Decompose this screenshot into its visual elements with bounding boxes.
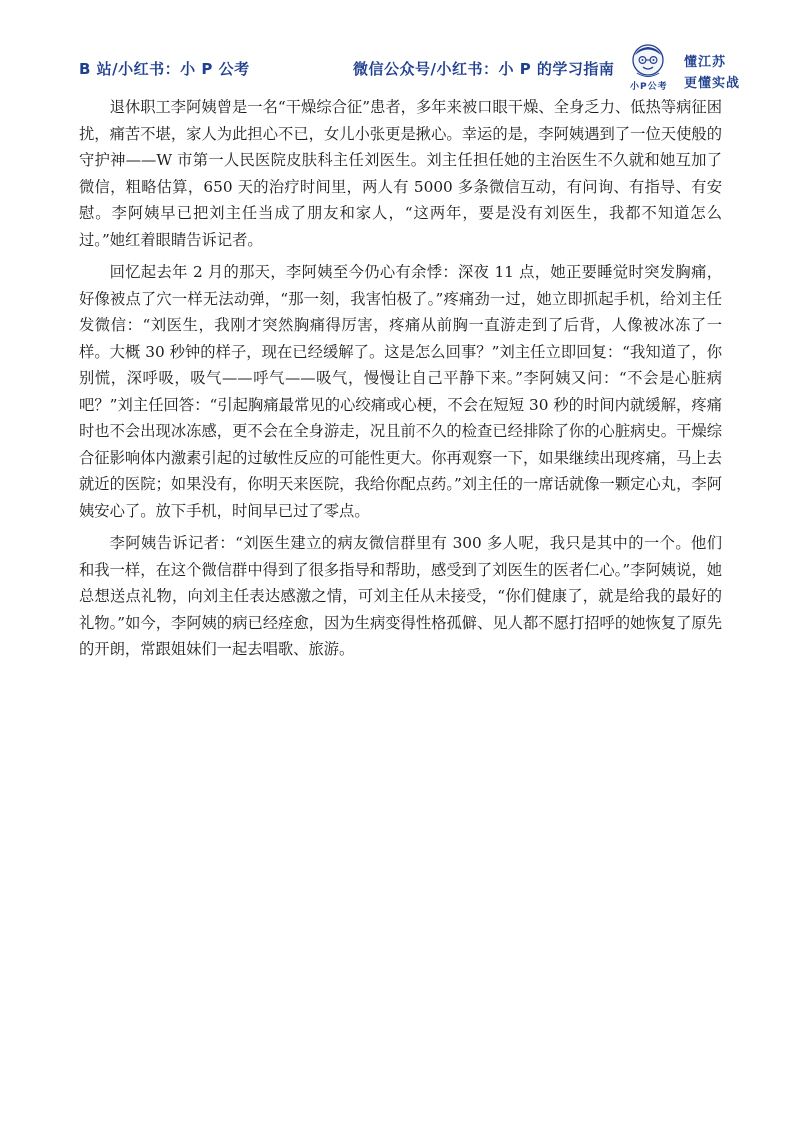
- page-header: [0, 0, 800, 96]
- cartoon-character-icon: [628, 42, 668, 82]
- paragraph-1: 退休职工李阿姨曾是一名“干燥综合征”患者，多年来被口眼干燥、全身乏力、低热等病征困扰，痛苦不堪，家人为此担心不已，女儿小张更是揪心。幸运的是，李阿姨遇到了一位天使般的守护神——W 市第一人民医院皮肤科主任刘医生。刘主任担任她的主治医生不久就和她互加了微信，粗略估算，650 天的治疗时间里，两人有 5000 多条微信互动，有问询、有指导、有安慰。李阿姨早已把刘主任当成了朋友和家人，“这两年，要是没有刘医生，我都不知道怎么过。”她红着眼睛告诉记者。: [79, 98, 722, 249]
- logo-brand-name: 小P公考: [630, 82, 668, 92]
- article-body: [79, 94, 722, 669]
- brand-logo: [628, 42, 756, 92]
- paragraph-2: 回忆起去年 2 月的那天，李阿姨至今仍心有余悸：深夜 11 点，她正要睡觉时突发胸痛，好像被点了穴一样无法动弹，“那一刻，我害怕极了。”疼痛劲一过，她立即抓起手机，给刘主任发微信：“刘医生，我刚才突然胸痛得厉害，疼痛从前胸一直游走到了后背，人像被冰冻了一样。大概 30 秒钟的样子，现在已经缓解了。这是怎么回事？”刘主任立即回复：“我知道了，你别慌，深呼吸，吸气——呼气——吸气，慢慢让自己平静下来。”李阿姨又问：“不会是心脏病吧？”刘主任回答：“引起胸痛最常见的心绞痛或心梗，不会在短短 30 秒的时间内就缓解，疼痛时也不会出现冰冻感，更不会在全身游走，况且前不久的检查已经排除了你的心脏病史。干燥综合征影响体内激素引起的过敏性反应的可能性更大。你再观察一下，如果继续出现疼痛，马上去就近的医院；如果没有，你明天来医院，我给你配点药。”刘主任的一席话就像一颗定心丸，李阿姨安心了。放下手机，时间早已过了零点。: [79, 263, 722, 520]
- logo-slogan-line-1: 懂江苏: [684, 55, 727, 70]
- logo-slogan-line-2: 更懂实战: [684, 76, 741, 91]
- header-right-source: 微信公众号/小红书：小 P 的学习指南: [353, 60, 615, 78]
- header-left-source: B 站/小红书：小 P 公考: [79, 60, 250, 78]
- paragraph-3: 李阿姨告诉记者：“刘医生建立的病友微信群里有 300 多人呢，我只是其中的一个。他们和我一样，在这个微信群中得到了很多指导和帮助，感受到了刘医生的医者仁心。”李阿姨说，她总想送点礼物，向刘主任表达感激之情，可刘主任从未接受，“你们健康了，就是给我的最好的礼物。”如今，李阿姨的病已经痊愈，因为生病变得性格孤僻、见人都不愿打招呼的她恢复了原先的开朗，常跟姐妹们一起去唱歌、旅游。: [79, 534, 722, 658]
